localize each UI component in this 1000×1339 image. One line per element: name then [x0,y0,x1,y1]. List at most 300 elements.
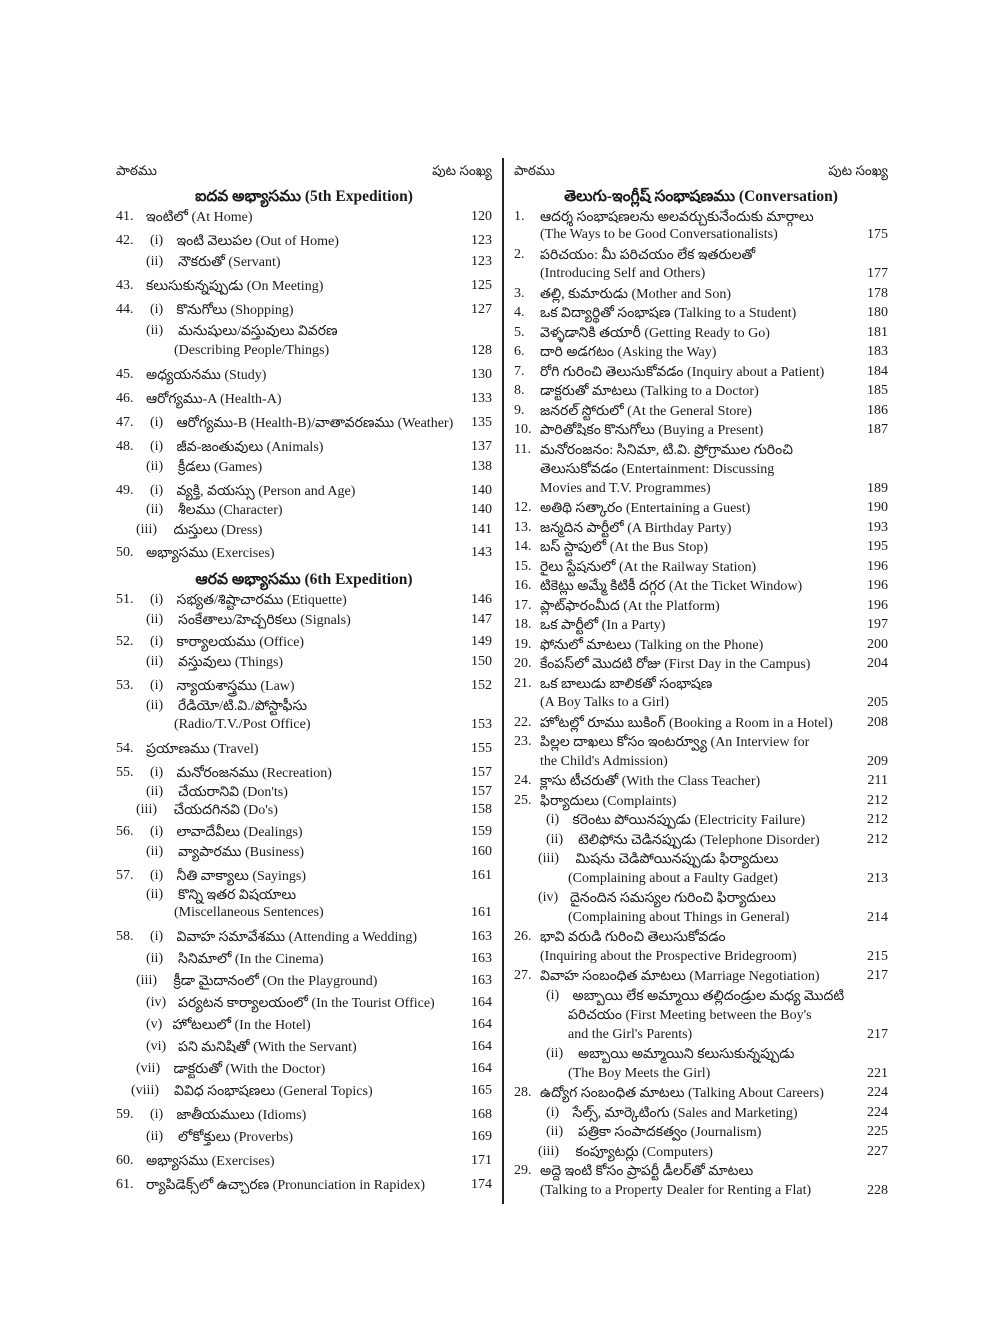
toc-entry[interactable] [514,364,888,383]
sub-entry-marker: (i) [546,812,560,827]
toc-entry[interactable] [514,520,888,539]
toc-entry[interactable] [514,949,888,968]
sub-entry-marker: (i) [150,439,164,454]
toc-entry[interactable] [116,367,492,391]
toc-entry[interactable] [514,500,888,520]
toc-entry[interactable] [514,305,888,325]
entry-title: మనుషులు/వస్తువులు వివరణ [178,324,338,339]
entry-number: 56. [116,824,134,839]
toc-entry[interactable] [116,741,492,765]
sub-entry-marker: (i) [546,1105,560,1120]
section-heading: ఆరవ అభ్యాసము (6th Expedition) [195,571,413,588]
entry-title: (Miscellaneous Sentences) [174,905,324,920]
sub-entry-marker: (ii) [146,323,164,338]
entry-page-number: 157 [471,765,492,780]
toc-entry[interactable] [116,1083,492,1107]
entry-number: 57. [116,868,134,883]
sub-entry-marker: (iii) [136,802,157,817]
toc-entry[interactable] [514,695,888,715]
entry-number: 16. [514,578,532,593]
entry-page-number: 174 [471,1177,492,1192]
toc-entry[interactable] [514,442,888,461]
toc-entry[interactable] [514,656,888,676]
entry-title: డాక్టరుతో మాటలు (Talking to a Doctor) [540,384,759,399]
entry-page-number: 137 [471,439,492,454]
toc-entry[interactable] [116,545,492,568]
sub-entry-marker: (i) [150,678,164,693]
toc-entry[interactable] [116,995,492,1017]
toc-entry[interactable] [514,1124,888,1144]
entry-title: (Introducing Self and Others) [540,266,706,281]
entry-title: డాక్టరుతో (With the Doctor) [173,1062,326,1077]
entry-title: ప్రయాణము (Travel) [146,742,259,757]
sub-entry-marker: (ii) [146,698,164,713]
toc-entry[interactable] [116,612,492,634]
entry-title: రేడియో/టి.వి./పోస్టాఫీసు [178,699,308,714]
entry-page-number: 163 [471,929,492,944]
entry-page-number: 186 [867,403,888,418]
entry-title: రైలు స్టేషనులో (At the Railway Station) [540,560,757,575]
toc-entry[interactable] [116,323,492,343]
toc-entry[interactable] [116,973,492,995]
toc-entry[interactable] [116,233,492,254]
entry-page-number: 224 [867,1085,888,1100]
entry-page-number: 150 [471,654,492,669]
toc-entry[interactable] [116,459,492,483]
column-divider [502,158,504,1204]
toc-entry[interactable] [116,439,492,459]
sub-entry-marker: (ii) [146,459,164,474]
toc-entry[interactable] [116,1129,492,1153]
toc-entry[interactable] [116,1107,492,1129]
entry-title: (Radio/T.V./Post Office) [174,717,311,732]
entry-page-number: 196 [867,578,888,593]
entry-page-number: 147 [471,612,492,627]
toc-entry[interactable] [116,765,492,784]
toc-entry[interactable] [116,1061,492,1083]
page-number-header-label: పుట సంఖ్య [432,163,492,178]
entry-title: వస్తువులు (Things) [178,655,284,670]
entry-page-number: 125 [471,278,492,293]
entry-number: 42. [116,233,134,248]
entry-title: ఒక బాలుడు బాలికతో సంభాషణ [540,677,713,692]
entry-page-number: 164 [471,1039,492,1054]
entry-title: కొన్ని ఇతర విషయాలు [178,888,297,903]
entry-title: ఆదర్శ సంభాషణలను అలవర్చుకునేందుకు మార్గాలు [540,210,814,225]
entry-number: 61. [116,1177,134,1192]
entry-number: 21. [514,676,532,691]
sub-entry-marker: (i) [150,929,164,944]
toc-entry[interactable] [116,415,492,439]
toc-entry[interactable] [116,802,492,824]
entry-number: 47. [116,415,134,430]
entry-number: 12. [514,500,532,515]
toc-entry[interactable] [514,422,888,442]
entry-page-number: 163 [471,951,492,966]
toc-entry[interactable] [116,502,492,522]
sub-entry-marker: (ii) [546,1046,564,1061]
entry-title: వెళ్ళడానికి తయారీ (Getting Ready to Go) [540,326,770,341]
entry-page-number: 155 [471,741,492,756]
toc-entry[interactable] [116,868,492,887]
toc-entry[interactable] [514,793,888,812]
entry-number: 23. [514,734,532,749]
toc-entry[interactable] [116,887,492,905]
entry-number: 60. [116,1153,134,1168]
entry-page-number: 214 [867,910,888,925]
entry-number: 24. [514,773,532,788]
entry-title: భావి వరుడి గురించి తెలుసుకోవడం [540,930,726,945]
entry-number: 4. [514,305,525,320]
left-column-header [116,157,492,185]
sub-entry-marker: (i) [150,483,164,498]
entry-page-number: 212 [867,832,888,847]
entry-page-number: 187 [867,422,888,437]
sub-entry-marker: (ii) [146,951,164,966]
entry-title: మిషను చెడిపోయినప్పుడు ఫిర్యాదులు [575,852,779,867]
entry-page-number: 135 [471,415,492,430]
entry-page-number: 213 [867,871,888,886]
toc-entry[interactable] [116,905,492,929]
sub-entry-marker: (i) [150,868,164,883]
entry-number: 10. [514,422,532,437]
toc-entry[interactable] [514,227,888,247]
entry-title: రోగి గురించి తెలుసుకోవడం (Inquiry about a Patient) [540,365,825,380]
entry-title: ఒక విద్యార్థితో సంభాషణ (Talking to a Student) [540,306,797,321]
entry-title: అబ్బాయి అమ్మాయిని కలుసుకున్నప్పుడు [578,1047,795,1062]
entry-page-number: 140 [471,502,492,517]
entry-page-number: 228 [867,1183,888,1198]
toc-entry[interactable] [514,559,888,578]
entry-page-number: 208 [867,715,888,730]
entry-title: పర్యటన కార్యాలయంలో (In the Tourist Office) [178,996,435,1011]
toc-entry[interactable] [116,844,492,868]
entry-page-number: 171 [471,1153,492,1168]
toc-entry[interactable] [514,754,888,773]
entry-page-number: 215 [867,949,888,964]
toc-entry[interactable] [514,812,888,832]
toc-entry[interactable] [116,654,492,678]
entry-number: 2. [514,247,525,262]
toc-entry[interactable] [514,383,888,403]
sub-entry-marker: (viii) [131,1083,159,1098]
toc-entry[interactable] [116,391,492,415]
toc-entry[interactable] [116,717,492,741]
entry-number: 50. [116,545,134,560]
toc-entry[interactable] [514,1027,888,1046]
toc-entry[interactable] [514,929,888,949]
toc-entry[interactable] [116,302,492,323]
sub-entry-marker: (i) [150,302,164,317]
entry-title: తల్లి, కుమారుడు (Mother and Son) [540,287,731,302]
entry-page-number: 221 [867,1066,888,1081]
entry-title: (Talking to a Property Dealer for Renting a Flat) [540,1183,812,1198]
toc-entry[interactable] [116,522,492,545]
entry-title: నౌకరుతో (Servant) [178,255,281,270]
toc-entry[interactable] [514,676,888,695]
entry-title: వ్యాపారము (Business) [178,845,305,860]
toc-entry[interactable] [116,698,492,717]
entry-title: చేయదగినవి (Do's) [173,803,278,818]
sub-entry-marker: (ii) [546,1124,564,1139]
toc-entry[interactable] [116,1177,492,1201]
toc-entry[interactable] [116,343,492,367]
sub-entry-marker: (iii) [538,851,559,866]
toc-entry[interactable] [514,871,888,890]
entry-title: కొనుగోలు (Shopping) [176,303,294,318]
toc-entry[interactable] [514,968,888,988]
toc-entry[interactable] [514,637,888,656]
toc-entry[interactable] [514,910,888,929]
entry-title: సభ్యత/శిష్టాచారము (Etiquette) [176,593,347,608]
sub-entry-marker: (i) [150,765,164,780]
entry-title: కరెంటు పోయినప్పుడు (Electricity Failure) [572,813,806,828]
entry-page-number: 190 [867,500,888,515]
toc-entry[interactable] [514,715,888,734]
entry-number: 28. [514,1085,532,1100]
entry-page-number: 123 [471,254,492,269]
toc-entry[interactable] [514,286,888,305]
entry-page-number: 181 [867,325,888,340]
toc-entry[interactable] [514,461,888,481]
toc-entry[interactable] [514,773,888,793]
sub-entry-marker: (i) [150,233,164,248]
entry-number: 18. [514,617,532,632]
entry-page-number: 141 [471,522,492,537]
sub-entry-marker: (ii) [146,1129,164,1144]
sub-entry-marker: (i) [150,592,164,607]
entry-number: 59. [116,1107,134,1122]
toc-entry[interactable] [116,784,492,802]
entry-title: లోకోక్తులు (Proverbs) [178,1130,294,1145]
toc-entry[interactable] [514,209,888,227]
toc-entry[interactable] [514,403,888,422]
entry-title: అభ్యాసము (Exercises) [146,546,275,561]
entry-page-number: 193 [867,520,888,535]
entry-page-number: 184 [867,364,888,379]
toc-entry[interactable] [514,1144,888,1163]
entry-number: 14. [514,539,532,554]
entry-number: 55. [116,765,134,780]
entry-number: 7. [514,364,525,379]
toc-entry[interactable] [116,483,492,502]
toc-entry[interactable] [514,325,888,344]
entry-number: 20. [514,656,532,671]
toc-entry[interactable] [514,481,888,500]
entry-number: 45. [116,367,134,382]
entry-title: (Complaining about a Faulty Gadget) [568,871,778,886]
entry-page-number: 138 [471,459,492,474]
entry-title: బస్ స్టాపులో (At the Bus Stop) [540,540,709,555]
toc-entry[interactable] [116,678,492,698]
entry-page-number: 163 [471,973,492,988]
entry-title: చేయరానివి (Don'ts) [178,785,288,800]
entry-title: (A Boy Talks to a Girl) [540,695,670,710]
entry-number: 52. [116,634,134,649]
entry-number: 1. [514,209,525,224]
entry-title: టికెట్లు అమ్మే కిటికీ దగ్గర (At the Ticket Window) [540,579,803,594]
entry-title: సేల్స్, మార్కెటింగు (Sales and Marketing) [572,1106,798,1121]
entry-title: క్రీడా మైదానంలో (On the Playground) [173,974,378,989]
entry-page-number: 197 [867,617,888,632]
toc-entry[interactable] [514,247,888,266]
sub-entry-marker: (i) [150,634,164,649]
entry-title: పరిచయం: మీ పరిచయం లేక ఇతరులతో [540,248,756,263]
toc-entry[interactable] [514,598,888,617]
toc-entry[interactable] [116,278,492,302]
toc-entry[interactable] [514,1066,888,1085]
lesson-header-label: పాఠము [514,163,555,178]
entry-page-number: 227 [867,1144,888,1159]
entry-title: టెలిఫోను చెడినప్పుడు (Telephone Disorder) [578,833,820,848]
entry-page-number: 127 [471,302,492,317]
entry-title: కలుసుకున్నప్పుడు (On Meeting) [146,279,324,294]
toc-entry[interactable] [514,734,888,754]
entry-page-number: 123 [471,233,492,248]
entry-page-number: 204 [867,656,888,671]
sub-entry-marker: (ii) [146,612,164,627]
entry-title: కార్యాలయము (Office) [176,635,305,650]
toc-entry[interactable] [116,634,492,654]
entry-page-number: 140 [471,483,492,498]
entry-title: జన్మదిన పార్టీలో (A Birthday Party) [540,521,732,536]
entry-page-number: 196 [867,559,888,574]
entry-page-number: 177 [867,266,888,281]
toc-entry[interactable] [116,951,492,973]
entry-page-number: 152 [471,678,492,693]
entry-number: 19. [514,637,532,652]
entry-page-number: 120 [471,209,492,224]
entry-title: ఆరోగ్యము-A (Health-A) [146,392,282,407]
toc-entry[interactable] [514,1163,888,1183]
sub-entry-marker: (iii) [136,973,157,988]
toc-entry[interactable] [116,592,492,612]
toc-entry[interactable] [116,1017,492,1039]
entry-number: 13. [514,520,532,535]
toc-entry[interactable] [116,1153,492,1177]
sub-entry-marker: (ii) [546,832,564,847]
entry-title: దైనందిన సమస్యల గురించి ఫిర్యాదులు [570,891,776,906]
left-toc-column [116,157,492,1201]
sub-entry-marker: (ii) [146,254,164,269]
entry-number: 17. [514,598,532,613]
entry-page-number: 224 [867,1105,888,1120]
toc-entry[interactable] [514,851,888,871]
sub-entry-marker: (i) [150,824,164,839]
entry-page-number: 185 [867,383,888,398]
entry-title: సినిమాలో (In the Cinema) [178,952,324,967]
sub-entry-marker: (v) [146,1017,163,1032]
toc-entry[interactable] [514,539,888,559]
entry-title: (Complaining about Things in General) [568,910,790,925]
entry-title: వివిధ సంభాషణలు (General Topics) [174,1084,373,1099]
entry-page-number: 178 [867,286,888,301]
entry-page-number: 196 [867,598,888,613]
toc-entry[interactable] [116,209,492,233]
entry-title: ప్లాట్‌ఫారంమీద (At the Platform) [540,599,720,614]
entry-page-number: 183 [867,344,888,359]
entry-page-number: 200 [867,637,888,652]
toc-entry[interactable] [514,890,888,910]
toc-entry[interactable] [116,254,492,278]
toc-entry[interactable] [116,929,492,951]
sub-entry-marker: (vii) [136,1061,161,1076]
entry-page-number: 157 [471,784,492,799]
entry-page-number: 143 [471,545,492,560]
sub-entry-marker: (iv) [146,995,167,1010]
entry-title: క్రీడలు (Games) [178,460,263,475]
toc-entry[interactable] [514,1105,888,1124]
entry-title: పత్రికా సంపాదకత్వం (Journalism) [578,1125,762,1140]
sub-entry-marker: (i) [546,988,560,1003]
entry-title: ఇంటిలో (At Home) [146,210,253,225]
entry-page-number: 153 [471,717,492,732]
sub-entry-marker: (i) [150,1107,164,1122]
toc-entry[interactable] [514,832,888,851]
toc-entry[interactable] [514,344,888,364]
entry-title: ఫోనులో మాటలు (Talking on the Phone) [540,638,764,653]
entry-number: 46. [116,391,134,406]
entry-page-number: 159 [471,824,492,839]
entry-page-number: 165 [471,1083,492,1098]
entry-page-number: 211 [867,773,888,788]
entry-page-number: 169 [471,1129,492,1144]
entry-page-number: 130 [471,367,492,382]
entry-page-number: 161 [471,905,492,920]
entry-number: 44. [116,302,134,317]
toc-entry[interactable] [514,1085,888,1105]
entry-title: (The Boy Meets the Girl) [568,1066,711,1081]
toc-entry[interactable] [514,578,888,598]
entry-title: (Describing People/Things) [174,343,330,358]
entry-title: కేంపస్‌లో మొదటి రోజు (First Day in the Campus) [540,657,811,672]
entry-title: హోటల్లో రూము బుకింగ్ (Booking a Room in a Hotel) [540,716,833,731]
entry-page-number: 160 [471,844,492,859]
entry-page-number: 212 [867,793,888,808]
toc-entry[interactable] [116,824,492,844]
toc-entry[interactable] [116,1039,492,1061]
toc-entry[interactable] [514,266,888,286]
entry-page-number: 158 [471,802,492,817]
entry-title: దుస్తులు (Dress) [173,523,263,538]
section-heading: ఐదవ అభ్యాసము (5th Expedition) [195,188,413,205]
lesson-header-label: పాఠము [116,163,157,178]
toc-entry[interactable] [514,988,888,1007]
entry-title: తెలుసుకోవడం (Entertainment: Discussing [540,462,775,477]
toc-entry[interactable] [514,1007,888,1027]
section-heading: తెలుగు-ఇంగ్లీష్ సంభాషణము (Conversation) [564,188,838,205]
entry-title: ఒక పార్టీలో (In a Party) [540,618,666,633]
entry-page-number: 164 [471,1061,492,1076]
entry-page-number: 225 [867,1124,888,1139]
entry-number: 43. [116,278,134,293]
entry-title: పారితోషికం కొనుగోలు (Buying a Present) [540,423,764,438]
entry-title: అతిథి సత్కారం (Entertaining a Guest) [540,501,751,516]
entry-number: 3. [514,286,525,301]
entry-title: లావాదేవీలు (Dealings) [176,825,303,840]
sub-entry-marker: (i) [150,415,164,430]
entry-title: పరిచయం (First Meeting between the Boy's [568,1008,812,1023]
entry-title: సంకేతాలు/హెచ్చరికలు (Signals) [178,613,351,628]
entry-title: జనరల్ స్టోరులో (At the General Store) [540,404,752,419]
entry-page-number: 175 [867,227,888,242]
toc-entry[interactable] [514,617,888,637]
entry-page-number: 209 [867,754,888,769]
toc-entry[interactable] [514,1046,888,1066]
toc-entry[interactable] [514,1183,888,1203]
entry-title: కంప్యూటర్లు (Computers) [575,1145,713,1160]
entry-title: అబ్బాయి లేక అమ్మాయి తల్లిదండ్రుల మధ్య మొదటి [572,989,845,1004]
